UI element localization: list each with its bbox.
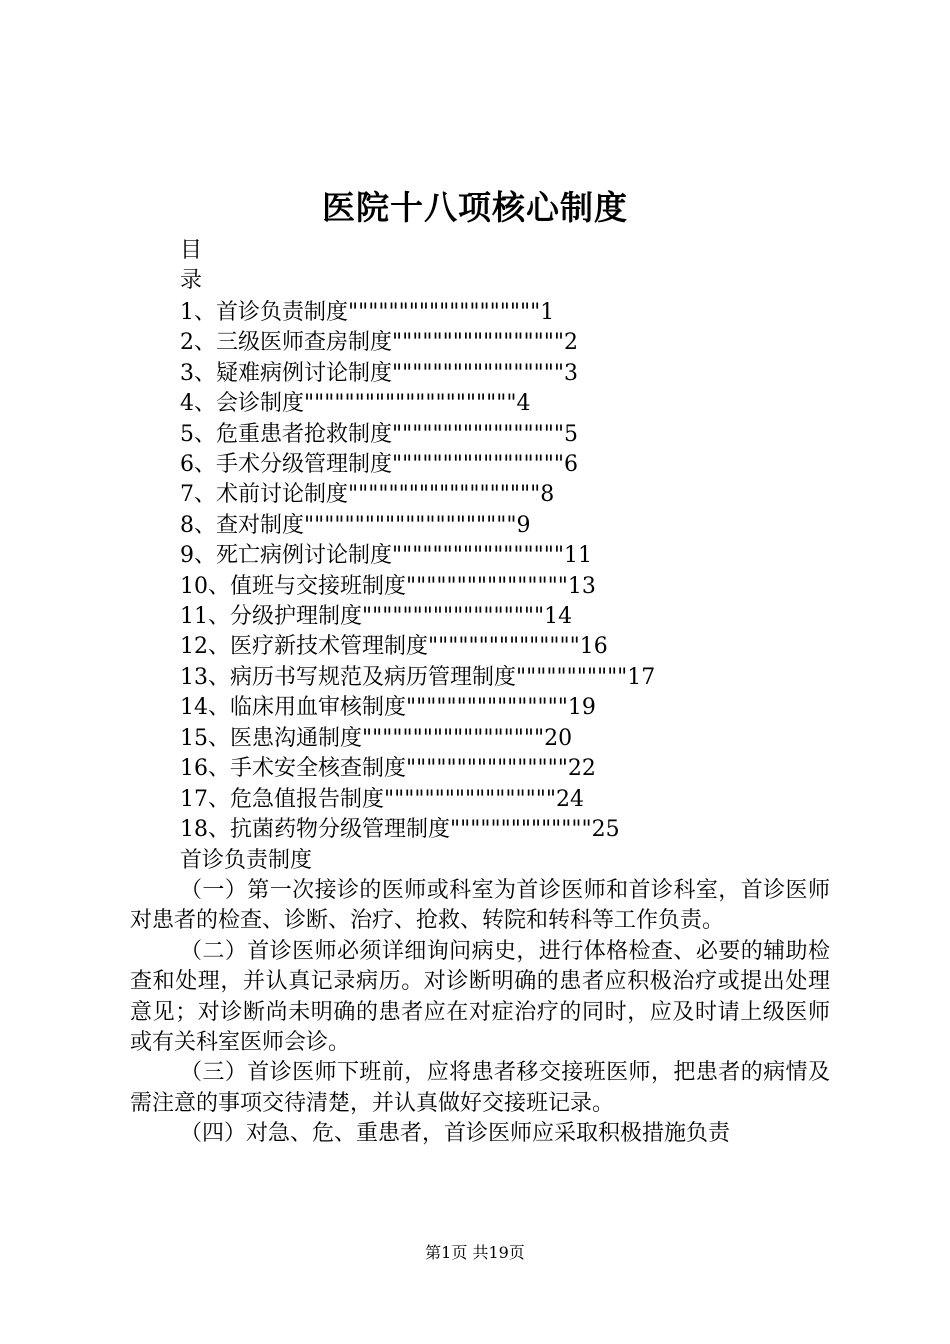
- paragraph: （三）首诊医师下班前，应将患者移交接班医师，把患者的病情及需注意的事项交待清楚，并认真做好交接班记录。: [130, 1060, 830, 1116]
- toc-entry: 14、临床用血审核制度""""""""""""""""19: [180, 695, 596, 721]
- toc-entry: 5、危重患者抢救制度"""""""""""""""""5: [180, 421, 579, 447]
- paragraph: （四）对急、危、重患者，首诊医师应采取积极措施负责: [180, 1121, 731, 1147]
- toc-entry: 16、手术安全核查制度""""""""""""""""22: [180, 756, 596, 782]
- toc-entry: 1、首诊负责制度"""""""""""""""""""1: [180, 300, 555, 325]
- toc-entry: 8、查对制度"""""""""""""""""""""9: [180, 512, 531, 538]
- table-of-contents: [180, 298, 655, 845]
- toc-entry: 10、值班与交接班制度""""""""""""""""13: [180, 573, 596, 599]
- toc-entry: 18、抗菌药物分级管理制度""""""""""""""25: [180, 816, 620, 842]
- page-footer: 第1页 共19页: [425, 1243, 525, 1262]
- toc-entry: 2、三级医师查房制度"""""""""""""""""2: [180, 330, 579, 356]
- toc-heading-1: 目: [180, 238, 203, 263]
- toc-entry: 4、会诊制度"""""""""""""""""""""4: [180, 391, 531, 417]
- document-title: 医院十八项核心制度: [322, 188, 628, 227]
- section-title: 首诊负责制度: [180, 848, 313, 873]
- toc-heading-2: 录: [180, 268, 203, 293]
- toc-entry: 7、术前讨论制度"""""""""""""""""""8: [180, 482, 555, 508]
- toc-entry: 15、医患沟通制度""""""""""""""""""20: [180, 725, 573, 751]
- toc-entry: 13、病历书写规范及病历管理制度"""""""""""17: [180, 664, 656, 690]
- toc-entry: 9、死亡病例讨论制度"""""""""""""""""11: [180, 543, 593, 569]
- paragraph: （一）第一次接诊的医师或科室为首诊医师和首诊科室，首诊医师对患者的检查、诊断、治疗、抢救、转院和转科等工作负责。: [130, 878, 830, 934]
- paragraph: （二）首诊医师必须详细询问病史，进行体格检查、必要的辅助检查和处理，并认真记录病历。对诊断明确的患者应积极治疗或提出处理意见；对诊断尚未明确的患者应在对症治疗的同时，应及时请上级医师或有关科室医师会诊。: [130, 938, 830, 1056]
- toc-entry: 12、医疗新技术管理制度"""""""""""""""16: [180, 634, 608, 660]
- section-body: [130, 876, 830, 1150]
- toc-entry: 11、分级护理制度""""""""""""""""""14: [180, 604, 573, 630]
- toc-entry: 6、手术分级管理制度"""""""""""""""""6: [180, 452, 579, 478]
- toc-entry: 3、疑难病例讨论制度"""""""""""""""""3: [180, 360, 579, 386]
- toc-entry: 17、危急值报告制度"""""""""""""""""24: [180, 786, 585, 812]
